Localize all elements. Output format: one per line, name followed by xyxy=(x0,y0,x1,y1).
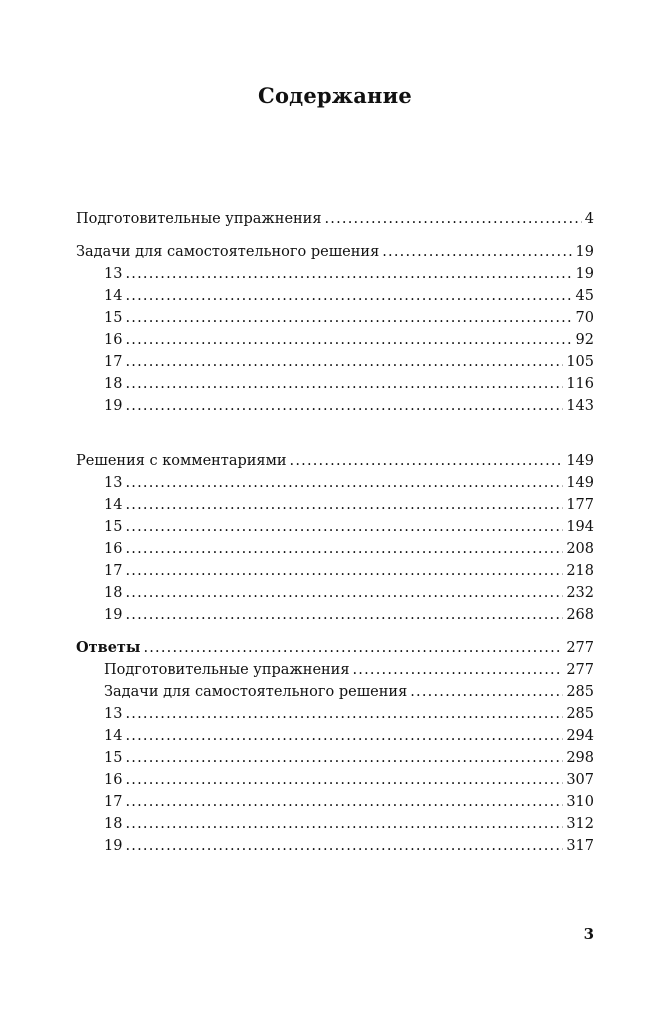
dot-leader xyxy=(125,703,563,725)
toc-entry-page: 307 xyxy=(566,772,594,788)
toc-entry-label: 17 xyxy=(104,354,123,370)
toc-entry-label: 14 xyxy=(104,728,123,744)
toc-entry-page: 177 xyxy=(566,497,594,513)
dot-leader xyxy=(125,582,563,604)
toc-subentry[interactable] xyxy=(76,813,594,835)
toc-entry-label: Ответы xyxy=(76,639,141,656)
toc-entry-page: 105 xyxy=(566,354,594,370)
toc-entry-page: 277 xyxy=(566,640,594,656)
toc-entry-page: 294 xyxy=(566,728,594,744)
toc-entry-label: 17 xyxy=(104,563,123,579)
toc-entry[interactable] xyxy=(76,637,594,659)
dot-leader xyxy=(125,373,563,395)
toc-subentry[interactable] xyxy=(76,538,594,560)
dot-leader xyxy=(125,263,572,285)
toc-entry-label: 16 xyxy=(104,772,123,788)
toc-entry-page: 298 xyxy=(566,750,594,766)
toc-entry-page: 149 xyxy=(566,453,594,469)
dot-leader xyxy=(410,681,563,703)
toc-entry-label: 14 xyxy=(104,497,123,513)
dot-leader xyxy=(125,813,563,835)
toc-entry-page: 317 xyxy=(566,838,594,854)
toc-subentry[interactable] xyxy=(76,263,594,285)
toc-entry-label: 19 xyxy=(104,838,123,854)
toc-entry-label: 15 xyxy=(104,519,123,535)
dot-leader xyxy=(125,835,563,857)
dot-leader xyxy=(125,769,563,791)
toc-entry-label: 18 xyxy=(104,585,123,601)
toc-subentry[interactable] xyxy=(76,373,594,395)
toc-entry-label: 19 xyxy=(104,607,123,623)
dot-leader xyxy=(125,560,563,582)
toc-entry-page: 116 xyxy=(566,376,594,392)
toc-subentry[interactable] xyxy=(76,703,594,725)
toc-entry-label: Решения с комментариями xyxy=(76,453,287,469)
toc-entry-label: 17 xyxy=(104,794,123,810)
toc-entry-page: 285 xyxy=(566,684,594,700)
dot-leader xyxy=(125,307,572,329)
toc-entry-label: 18 xyxy=(104,376,123,392)
toc-subentry[interactable] xyxy=(76,769,594,791)
dot-leader xyxy=(353,659,564,681)
toc-entry-label: 19 xyxy=(104,398,123,414)
toc-entry-label: 16 xyxy=(104,332,123,348)
toc-subentry[interactable] xyxy=(76,472,594,494)
toc-entry-page: 19 xyxy=(575,244,594,260)
toc-entry-label: 15 xyxy=(104,310,123,326)
toc-subentry[interactable] xyxy=(76,791,594,813)
toc-entry-label: 13 xyxy=(104,266,123,282)
section-spacer xyxy=(76,230,594,241)
toc-entry-page: 208 xyxy=(566,541,594,557)
dot-leader xyxy=(382,241,572,263)
dot-leader xyxy=(143,637,563,659)
toc-subentry[interactable] xyxy=(76,329,594,351)
toc-subentry[interactable] xyxy=(76,659,594,681)
dot-leader xyxy=(325,208,582,230)
toc-entry[interactable] xyxy=(76,450,594,472)
toc-subentry[interactable] xyxy=(76,494,594,516)
toc-entry-page: 149 xyxy=(566,475,594,491)
toc-subentry[interactable] xyxy=(76,747,594,769)
dot-leader xyxy=(125,791,563,813)
toc-subentry[interactable] xyxy=(76,560,594,582)
toc-entry-label: 15 xyxy=(104,750,123,766)
dot-leader xyxy=(125,538,563,560)
toc-entry[interactable] xyxy=(76,208,594,230)
dot-leader xyxy=(125,329,572,351)
toc-entry-page: 312 xyxy=(566,816,594,832)
toc-entry-page: 194 xyxy=(566,519,594,535)
toc-entry-page: 143 xyxy=(566,398,594,414)
toc-entry-label: Задачи для самостоятельного решения xyxy=(76,244,380,260)
dot-leader xyxy=(125,516,563,538)
dot-leader xyxy=(125,285,572,307)
toc-entry-page: 4 xyxy=(584,211,594,227)
page-number: 3 xyxy=(583,925,594,943)
toc-entry[interactable] xyxy=(76,241,594,263)
dot-leader xyxy=(125,604,563,626)
dot-leader xyxy=(125,747,563,769)
toc-entry-label: Задачи для самостоятельного решения xyxy=(104,684,408,700)
dot-leader xyxy=(125,395,563,417)
toc-subentry[interactable] xyxy=(76,395,594,417)
toc-subentry[interactable] xyxy=(76,285,594,307)
toc-entry-page: 19 xyxy=(575,266,594,282)
toc-entry-label: Подготовительные упражнения xyxy=(104,662,350,678)
dot-leader xyxy=(125,472,563,494)
toc-entry-label: Подготовительные упражнения xyxy=(76,211,322,227)
toc-subentry[interactable] xyxy=(76,351,594,373)
toc-entry-page: 92 xyxy=(575,332,594,348)
toc-subentry[interactable] xyxy=(76,604,594,626)
dot-leader xyxy=(290,450,564,472)
toc-subentry[interactable] xyxy=(76,681,594,703)
dot-leader xyxy=(125,494,563,516)
section-spacer xyxy=(76,417,594,450)
toc-entry-label: 16 xyxy=(104,541,123,557)
toc-entry-page: 268 xyxy=(566,607,594,623)
toc-subentry[interactable] xyxy=(76,835,594,857)
page-title: Содержание xyxy=(258,83,412,108)
toc-entry-page: 70 xyxy=(575,310,594,326)
toc-entry-page: 310 xyxy=(566,794,594,810)
toc-entry-page: 277 xyxy=(566,662,594,678)
section-spacer xyxy=(76,626,594,637)
dot-leader xyxy=(125,351,563,373)
toc-subentry[interactable] xyxy=(76,725,594,747)
toc-entry-page: 45 xyxy=(575,288,594,304)
toc-entry-page: 232 xyxy=(566,585,594,601)
table-of-contents xyxy=(76,208,594,857)
toc-subentry[interactable] xyxy=(76,307,594,329)
toc-subentry[interactable] xyxy=(76,516,594,538)
toc-entry-label: 18 xyxy=(104,816,123,832)
toc-entry-label: 14 xyxy=(104,288,123,304)
toc-entry-page: 218 xyxy=(566,563,594,579)
toc-entry-label: 13 xyxy=(104,475,123,491)
toc-entry-label: 13 xyxy=(104,706,123,722)
toc-subentry[interactable] xyxy=(76,582,594,604)
dot-leader xyxy=(125,725,563,747)
toc-entry-page: 285 xyxy=(566,706,594,722)
